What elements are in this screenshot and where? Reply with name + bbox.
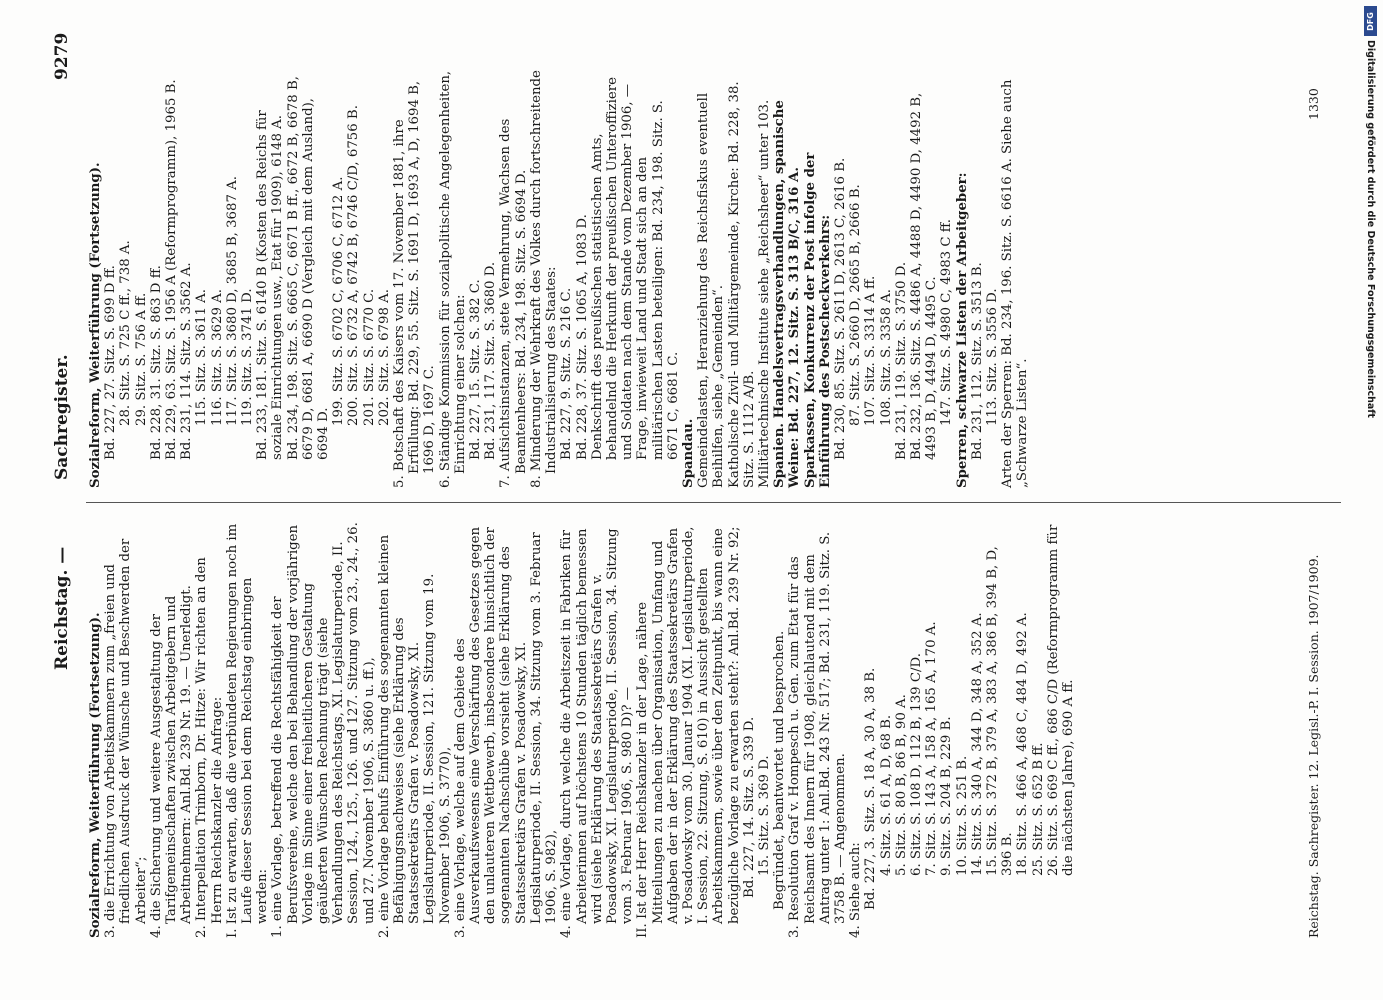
index-entry: I. Ist zu erwarten, daß die verbündeten Regierungen noch im Laufe dieser Session bei dem Reichstag einbringen werden: [224, 523, 271, 938]
index-entry: 117. Sitz. S. 3680 D, 3685 B, 3687 A. [224, 176, 240, 426]
index-entry: Bd. 227, 9. Sitz. S. 216 C. [559, 287, 575, 460]
index-entry: Bd. 231, 114. Sitz. S. 3562 A. [179, 262, 195, 460]
footer-page-code: 1330 [1306, 88, 1321, 120]
index-entry: Bd. 231, 119. Sitz. S. 3750 D. [893, 261, 909, 460]
index-entry: 29. Sitz. S. 756 A ff. [133, 292, 149, 426]
index-heading: Sparkassen, Konkurrenz der Post infolge der Einführung des Postscheckverkehrs: [802, 152, 833, 488]
index-entry: Bd. 227, 15. Sitz. S. 382 C. [468, 279, 484, 460]
index-entry: Bd. 231, 117. Sitz. S. 3680 D. [483, 261, 499, 460]
index-heading: Sperren, schwarze Listen der Arbeitgeber: [954, 172, 970, 488]
index-entry: 199. Sitz. S. 6702 C, 6706 C, 6712 A. [331, 176, 347, 426]
index-entry: 10. Sitz. S. 251 B. [954, 755, 970, 876]
index-entry: 15. Sitz. S. 372 B, 379 A, 383 A, 386 B, 394 B, D, 396 B. [984, 546, 1016, 876]
index-entry: 3. eine Vorlage, welche auf dem Gebiete des Ausverkaufswesens eine Verschärfung des Gesetzes gegen den unlauteren Wettbewerb, insbesondere hinsichtlich der sogenannten Nachschübe vorsieht (siehe Erklärung des Staatssekretärs Grafen v. Posadowsky, XI. Legislaturperiode, II. Session, 34. Sitzung vom 3. Februar 1906, S. 982), [452, 526, 560, 938]
index-entry: 4. die Sicherung und weitere Ausgestaltung der Tarifgemeinschaften zwischen Arbeitgebern und Arbeitnehmern: Anl.Bd. 239 Nr. 19. — Unerledigt. [148, 585, 195, 938]
dfg-logo: DFG [1364, 6, 1377, 36]
index-entry: 9. Sitz. S. 204 B, 229 B. [939, 716, 955, 876]
index-entry: 14. Sitz. S. 340 A, 344 D, 348 A, 352 A. [969, 612, 985, 876]
index-entry: 116. Sitz. S. 3629 A. [209, 289, 225, 426]
index-entry: Bd. 227, 3. Sitz. S. 18 A, 30 A, 38 B. [863, 667, 879, 910]
index-entry: Bd. 233, 181. Sitz. S. 6140 B (Kosten des Reichs für soziale Einrichtungen usw., Etat für 1909), 6148 A. [255, 110, 286, 460]
index-entry: 202. Sitz. S. 6798 A. [376, 289, 392, 426]
index-entry: Arten der Sperren: Bd. 234, 196. Sitz. S. 6616 A. Siehe auch „Schwarze Listen“. [1000, 79, 1031, 488]
index-entry: 7. Aufsichtsinstanzen, stete Vermehrung, Wachsen des Beamtenheers: Bd. 234, 198. Sitz. S. 6694 D. [498, 118, 529, 488]
index-entry: Bd. 231, 112. Sitz. S. 3513 B. [969, 262, 985, 460]
index-entry: 5. Botschaft des Kaisers vom 17. November 1881, ihre Erfüllung: Bd. 229, 55. Sitz. S. 1691 D, 1693 A, D, 1694 B, 1696 D, 1697 C. [392, 80, 438, 488]
footer-left: Reichstag. Sachregister. 12. Legisl.-P. I. Session. 1907/1909. [1306, 554, 1321, 938]
index-entry: 2. eine Vorlage behufs Einführung des sogenannten kleinen Befähigungsnachweises (siehe Erklärung des Staatssekretärs Grafen v. Posadowsky, XI. Legislaturperiode, II. Session, 121. Sitzung vom 19. November 1906, S. 3770), [376, 534, 453, 938]
index-entry: Bd. 234, 198. Sitz. S. 6665 C, 6671 B ff., 6672 B, 6678 B, 6679 D, 6681 A, 6690 D (Vergleich mit dem Ausland), 6694 D. [285, 76, 332, 460]
index-entry: II. Ist der Herr Reichskanzler in der Lage, nähere Mitteilungen zu machen über Organisation, Umfang und Aufgaben der in der Erklärung des Staatssekretärs Grafen v. Posadowsky vom 30. Januar 1904 (XI. Legislaturperiode, I. Session, 22. Sitzung, S. 610) in Aussicht gestellten Arbeitskammern, sowie über den Zeitpunkt, bis wann eine bezügliche Vorlage zu erwarten steht?: Anl.Bd. 239 Nr. 92; [635, 526, 742, 938]
index-entry: Bd. 228, 31. Sitz. S. 863 D ff. [148, 265, 164, 460]
index-entry: Katholische Zivil- und Militärgemeinde, Kirche: Bd. 228, 38. Sitz. S. 1112 A/B. [726, 81, 757, 488]
index-entry: 108. Sitz. S. 3358 A. [878, 289, 894, 426]
index-entry: 7. Sitz. S. 143 A, 158 A, 165 A, 170 A. [924, 621, 940, 876]
index-entry: Bd. 227, 14. Sitz. S. 339 D. [741, 716, 757, 898]
index-entry: 147. Sitz. S. 4980 C, 4983 C ff. [939, 219, 955, 426]
header-left: Reichstag. — [52, 546, 72, 670]
index-entry: 201. Sitz. S. 6770 C. [361, 288, 377, 426]
index-entry: 1. eine Vorlage, betreffend die Rechtsfähigkeit der Berufsvereine, welche den bei Behandlung der vorjährigen Vorlage im Sinne einer freiheitlicheren Gestaltung geäußerten Wünschen Rechnung trägt (siehe Verhandlungen des Reichstags, XI. Legislaturperiode, II. Session, 124., 125., 126. und 127. Sitzung vom 23., 24., 26. und 27. November 1906, S. 3860 u. ff.), [270, 522, 377, 938]
index-entry: Militärtechnische Institute siehe „Reichsheer“ unter 103. [756, 99, 772, 488]
index-entry: 8. Minderung der Wehrkraft des Volkes durch fortschreitende Industrialisierung des Staates: [528, 70, 560, 488]
column-divider [86, 502, 1341, 503]
index-entry: 6. Ständige Kommission für sozialpolitische Angelegenheiten, Einrichtung einer solchen: [437, 70, 468, 488]
index-entry: 119. Sitz. S. 3741 D. [240, 288, 256, 426]
index-heading: Sozialreform, Weiterführung (Fortsetzung). [88, 612, 103, 938]
page-number: 9279 [52, 32, 72, 80]
index-heading: Sozialreform, Weiterführung (Fortsetzung). [88, 162, 103, 488]
left-column [88, 520, 1076, 938]
index-entry: 18. Sitz. S. 466 A, 468 C, 484 D, 492 A. [1015, 612, 1031, 876]
index-entry: 15. Sitz. S. 369 D. [756, 755, 772, 876]
index-entry: Denkschrift des preußischen statistischen Amts, behandelnd die Herkunft der preußischen Unteroffiziere und Soldaten nach dem Stande vom Dezember 1906, — Frage, inwieweit Land und Stadt sich an den militärischen Lasten beteiligen: Bd. 234, 198. Sitz. S. 6671 C, 6681 C. [589, 76, 681, 460]
index-heading: Spanien. Handelsvertragsverhandlungen, spanische Weine: Bd. 227, 12. Sitz. S. 313 B/C, 316 A. [772, 100, 803, 488]
index-entry: 4. Sitz. S. 61 A, D, 68 B. [878, 714, 894, 876]
index-entry: 87. Sitz. S. 2660 D, 2665 B, 2666 B. [848, 184, 864, 426]
index-entry: Bd. 229, 63. Sitz. S. 1956 A (Reformprogramm), 1965 B. [164, 79, 180, 460]
index-entry: Gemeindelasten, Heranziehung des Reichsfiskus eventuell Beihilfen, siehe „Gemeinden“. [696, 92, 727, 488]
index-entry: 28. Sitz. S. 725 C ff., 738 A. [118, 240, 134, 426]
index-entry: 5. Sitz. S. 80 B, 86 B, 90 A. [893, 694, 909, 876]
index-entry: 107. Sitz. S. 3314 A ff. [863, 275, 879, 426]
index-entry: Begründet, beantwortet und besprochen. [772, 630, 788, 910]
index-entry: Bd. 230, 85. Sitz. S. 2611 D, 2613 C, 2616 B. [832, 157, 848, 460]
index-entry: 3. die Errichtung von Arbeitskammern zum „freien und friedlichen Ausdruck der Wünsche und Beschwerden der Arbeiter“; [103, 538, 149, 938]
index-entry: 6. Sitz. S. 108 D, 112 B, 139 C/D. [908, 653, 924, 876]
index-entry: 26. Sitz. S. 669 C ff., 686 C/D (Reformprogramm für die nächsten Jahre), 690 A ff. [1045, 524, 1076, 876]
index-entry: 2. Interpellation Trimborn, Dr. Hitze: Wir richten an den Herrn Reichskanzler die Anfrage: [194, 557, 225, 938]
index-entry: 25. Sitz. S. 652 B ff. [1030, 742, 1046, 876]
header-center: Sachregister. [52, 354, 72, 480]
index-entry: Bd. 228, 37. Sitz. S. 1065 A, 1083 D. [574, 214, 590, 460]
index-entry: 4. eine Vorlage, durch welche die Arbeitszeit in Fabriken für Arbeiterinnen auf höchstens 10 Stunden täglich bemessen wird (siehe Erklärung des Staatssekretärs Grafen v. Posadowsky, XI. Legislaturperiode, II. Session, 34. Sitzung vom 3. Februar 1906, S. 980 D)? — [559, 528, 636, 938]
index-entry: 115. Sitz. S. 3611 A. [194, 289, 210, 426]
digitization-credit: Digitalisierung gefördert durch die Deutsche Forschungsgemeinschaft [1365, 40, 1376, 418]
index-heading: Spandau. [680, 418, 696, 488]
index-entry: Bd. 227, 27. Sitz. S. 699 D ff. [103, 265, 119, 460]
index-entry: Bd. 232, 136. Sitz. S. 4486 A, 4488 D, 4490 D, 4492 B, 4493 B, D, 4494 D, 4495 C. [908, 92, 940, 460]
index-entry: 3. Resolution Graf v. Hompesch u. Gen. zum Etat für das Reichsamt des Innern für 1908, gleichlautend mit dem Antrag unter 1: Anl.Bd. 243 Nr. 517; Bd. 231, 119. Sitz. S. 3758 B. — Angenommen. [787, 531, 848, 938]
index-entry: 4. Siehe auch: [848, 842, 864, 938]
index-entry: 113. Sitz. S. 3556 D. [984, 288, 1000, 426]
right-column [88, 70, 1031, 488]
index-entry: 200. Sitz. S. 6732 A, 6742 B, 6746 C/D, 6756 B. [346, 105, 362, 426]
